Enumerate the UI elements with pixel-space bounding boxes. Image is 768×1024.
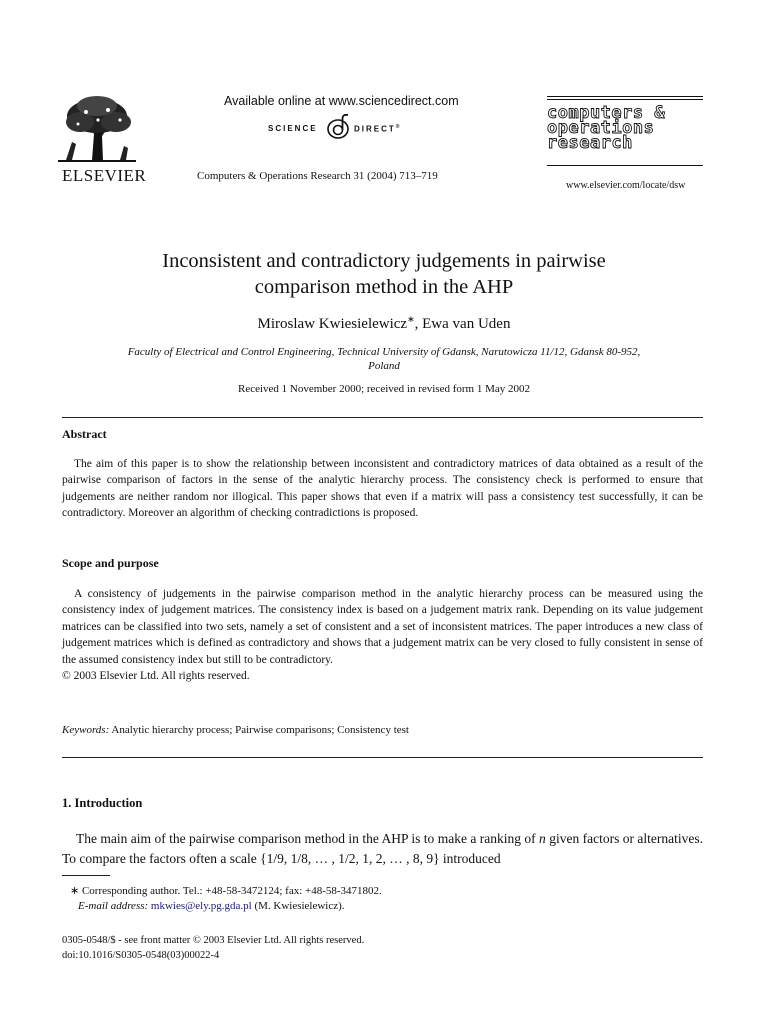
sciencedirect-d-icon (326, 112, 352, 142)
front-matter-line-1: 0305-0548/$ - see front matter © 2003 Elsevier Ltd. All rights reserved. (62, 935, 365, 946)
front-matter (62, 933, 364, 963)
email-suffix: (M. Kwiesielewicz). (254, 900, 345, 912)
paper-title (60, 248, 708, 300)
journal-logo (547, 96, 703, 166)
journal-url[interactable]: www.elsevier.com/locate/dsw (566, 180, 686, 191)
introduction-heading: 1. Introduction (62, 796, 143, 810)
footnote-email (62, 900, 345, 912)
logo-rule-top-2 (547, 99, 703, 100)
journal-logo-line-3: research (547, 133, 633, 153)
journal-reference: Computers & Operations Research 31 (2004) 713–719 (197, 170, 438, 182)
scope-text: A consistency of judgements in the pairwise comparison method in the analytic hierarchy process can be measured using the consistency index of judgement matrices. The consistency index is based on a judgement matrix rank. Depending on its value judgement matrices can be classified into two sets, namely a set of consistent and a set of inconsistent matrices. The paper introduces a new class of judgement matrices which is defined as contradictory and shows that a judgement matrix can be very closed to fully consistent in sense of the assumed consistency index but still to be contradictory. (62, 588, 703, 666)
received-dates: Received 1 November 2000; received in revised form 1 May 2002 (237, 383, 531, 395)
divider-bottom (62, 757, 703, 758)
footnote-corresponding: ∗ Corresponding author. Tel.: +48-58-3472124; fax: +48-58-3471802. (70, 885, 382, 897)
keywords (62, 724, 409, 736)
abstract-body (62, 456, 703, 522)
sciencedirect-left-text: SCIENCE (268, 124, 318, 133)
affiliation-line-1: Faculty of Electrical and Control Engineering, Technical University of Gdansk, Narutowicza 11/12, Gdansk 80-952, (127, 346, 641, 358)
logo-rule-bottom (547, 165, 703, 166)
affiliation (60, 345, 708, 373)
elsevier-tree-logo (58, 94, 136, 166)
title-line-1: Inconsistent and contradictory judgements in pairwise (162, 250, 606, 272)
author-2: Ewa van Uden (422, 316, 511, 332)
introduction-text: The main aim of the pairwise comparison method in the AHP is to make a ranking of n given factors or alternatives. To compare the factors often a scale {1/9, 1/8, … , 1/2, 1, 2, … , 8, 9} introduced (62, 831, 703, 866)
sciencedirect-logo (268, 114, 428, 144)
affiliation-line-2: Poland (368, 360, 400, 372)
abstract-heading: Abstract (62, 427, 107, 441)
divider-top (62, 417, 703, 418)
author-1: Miroslaw Kwiesielewicz (257, 316, 408, 332)
authors (60, 314, 708, 333)
available-online-text: Available online at www.sciencedirect.com (224, 94, 459, 108)
sciencedirect-right-text: DIRECT® (354, 124, 402, 134)
scope-heading: Scope and purpose (62, 556, 159, 570)
copyright-line: © 2003 Elsevier Ltd. All rights reserved. (62, 670, 250, 683)
author-separator: , (414, 316, 423, 332)
journal-logo-line-1: computers & (547, 103, 666, 123)
publisher-name: ELSEVIER (62, 166, 147, 185)
title-line-2: comparison method in the AHP (254, 276, 514, 298)
logo-rule-top (547, 96, 703, 97)
footnote-rule (62, 875, 110, 876)
email-link[interactable]: mkwies@ely.pg.gda.pl (150, 900, 252, 912)
abstract-text: The aim of this paper is to show the relationship between inconsistent and contradictory matrices of data obtained as a result of the pairwise comparison of factors in the sense of the analytic hierarchy process. The consistency check is performed to ensure that judgements are neither random nor illogical. This paper shows that even if a matrix will pass a consistency test successfully, it can be contradictory. Moreover an algorithm of checking contradictions is proposed. (62, 458, 703, 520)
email-label: E-mail address: (78, 900, 149, 912)
doi-line[interactable]: doi:10.1016/S0305-0548(03)00022-4 (62, 950, 220, 961)
scope-body (62, 586, 703, 684)
keywords-label: Keywords: (62, 724, 110, 736)
keywords-text: Analytic hierarchy process; Pairwise comparisons; Consistency test (111, 724, 409, 736)
corresponding-mark[interactable]: ∗ (407, 314, 415, 324)
journal-logo-line-2: operations (547, 118, 655, 138)
introduction-body (62, 829, 703, 869)
